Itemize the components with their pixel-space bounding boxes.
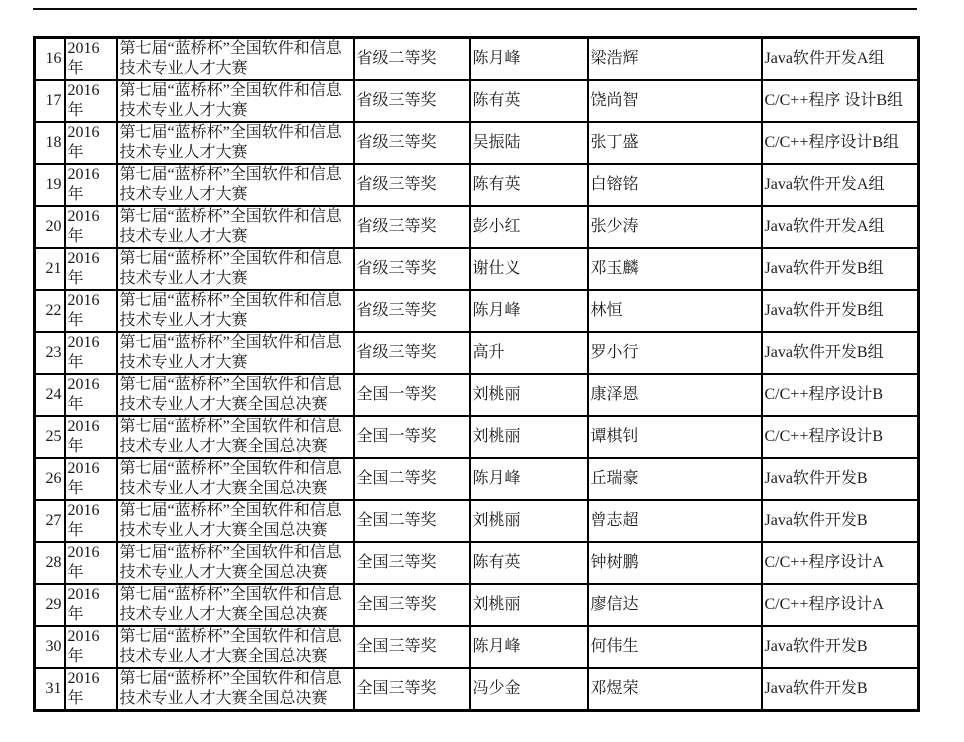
previous-row-bottom-border	[33, 8, 917, 10]
teacher-cell: 刘桃丽	[470, 584, 588, 626]
award-cell: 全国一等奖	[354, 374, 470, 416]
teacher-cell: 陈月峰	[470, 626, 588, 668]
award-cell: 全国三等奖	[354, 626, 470, 668]
row-number-cell: 17	[35, 80, 65, 122]
table-row	[35, 542, 919, 584]
teacher-cell: 吴振陆	[470, 122, 588, 164]
teacher-cell: 陈有英	[470, 164, 588, 206]
student-cell: 邓玉麟	[588, 248, 762, 290]
award-cell: 省级三等奖	[354, 80, 470, 122]
year-cell: 2016年	[65, 248, 117, 290]
teacher-cell: 刘桃丽	[470, 416, 588, 458]
year-cell: 2016年	[65, 164, 117, 206]
competition-cell: 第七届“蓝桥杯”全国软件和信息技术专业人才大赛全国总决赛	[117, 668, 354, 711]
award-cell: 省级三等奖	[354, 248, 470, 290]
category-cell: Java软件开发A组	[762, 206, 919, 248]
student-cell: 林恒	[588, 290, 762, 332]
award-cell: 省级三等奖	[354, 122, 470, 164]
row-number-cell: 22	[35, 290, 65, 332]
year-cell: 2016年	[65, 458, 117, 500]
row-number-cell: 28	[35, 542, 65, 584]
teacher-cell: 高升	[470, 332, 588, 374]
category-cell: C/C++程序设计B	[762, 374, 919, 416]
category-cell: Java软件开发B组	[762, 332, 919, 374]
table-row	[35, 668, 919, 711]
competition-cell: 第七届“蓝桥杯”全国软件和信息技术专业人才大赛	[117, 38, 354, 81]
category-cell: C/C++程序设计A	[762, 584, 919, 626]
year-cell: 2016年	[65, 584, 117, 626]
award-cell: 全国三等奖	[354, 542, 470, 584]
student-cell: 何伟生	[588, 626, 762, 668]
row-number-cell: 31	[35, 668, 65, 711]
competition-cell: 第七届“蓝桥杯”全国软件和信息技术专业人才大赛	[117, 332, 354, 374]
year-cell: 2016年	[65, 416, 117, 458]
year-cell: 2016年	[65, 500, 117, 542]
award-cell: 全国三等奖	[354, 668, 470, 711]
table-row	[35, 374, 919, 416]
table-row	[35, 164, 919, 206]
competition-cell: 第七届“蓝桥杯”全国软件和信息技术专业人才大赛	[117, 122, 354, 164]
awards-table	[33, 36, 920, 712]
competition-cell: 第七届“蓝桥杯”全国软件和信息技术专业人才大赛全国总决赛	[117, 416, 354, 458]
teacher-cell: 谢仕义	[470, 248, 588, 290]
table-row	[35, 584, 919, 626]
teacher-cell: 陈月峰	[470, 458, 588, 500]
category-cell: C/C++程序设计A	[762, 542, 919, 584]
category-cell: Java软件开发A组	[762, 38, 919, 81]
award-cell: 省级三等奖	[354, 290, 470, 332]
award-cell: 全国二等奖	[354, 458, 470, 500]
table-row	[35, 206, 919, 248]
table-row	[35, 122, 919, 164]
teacher-cell: 冯少金	[470, 668, 588, 711]
teacher-cell: 刘桃丽	[470, 374, 588, 416]
table-row	[35, 38, 919, 81]
row-number-cell: 26	[35, 458, 65, 500]
table-row	[35, 290, 919, 332]
competition-cell: 第七届“蓝桥杯”全国软件和信息技术专业人才大赛	[117, 164, 354, 206]
teacher-cell: 陈有英	[470, 542, 588, 584]
competition-cell: 第七届“蓝桥杯”全国软件和信息技术专业人才大赛全国总决赛	[117, 374, 354, 416]
competition-cell: 第七届“蓝桥杯”全国软件和信息技术专业人才大赛全国总决赛	[117, 542, 354, 584]
row-number-cell: 29	[35, 584, 65, 626]
row-number-cell: 16	[35, 38, 65, 81]
student-cell: 罗小行	[588, 332, 762, 374]
year-cell: 2016年	[65, 374, 117, 416]
category-cell: Java软件开发A组	[762, 164, 919, 206]
student-cell: 梁浩辉	[588, 38, 762, 81]
category-cell: Java软件开发B组	[762, 248, 919, 290]
teacher-cell: 刘桃丽	[470, 500, 588, 542]
student-cell: 曾志超	[588, 500, 762, 542]
category-cell: Java软件开发B	[762, 500, 919, 542]
year-cell: 2016年	[65, 206, 117, 248]
competition-cell: 第七届“蓝桥杯”全国软件和信息技术专业人才大赛	[117, 80, 354, 122]
category-cell: C/C++程序设计B	[762, 416, 919, 458]
table-row	[35, 626, 919, 668]
category-cell: Java软件开发B	[762, 626, 919, 668]
student-cell: 饶尚智	[588, 80, 762, 122]
student-cell: 张丁盛	[588, 122, 762, 164]
category-cell: C/C++程序 设计B组	[762, 80, 919, 122]
award-cell: 省级二等奖	[354, 38, 470, 81]
student-cell: 廖信达	[588, 584, 762, 626]
student-cell: 张少涛	[588, 206, 762, 248]
teacher-cell: 陈有英	[470, 80, 588, 122]
category-cell: Java软件开发B	[762, 458, 919, 500]
row-number-cell: 23	[35, 332, 65, 374]
category-cell: Java软件开发B	[762, 668, 919, 711]
student-cell: 谭棋钊	[588, 416, 762, 458]
table-row	[35, 248, 919, 290]
row-number-cell: 24	[35, 374, 65, 416]
award-cell: 全国二等奖	[354, 500, 470, 542]
row-number-cell: 19	[35, 164, 65, 206]
teacher-cell: 陈月峰	[470, 38, 588, 81]
competition-cell: 第七届“蓝桥杯”全国软件和信息技术专业人才大赛全国总决赛	[117, 500, 354, 542]
competition-cell: 第七届“蓝桥杯”全国软件和信息技术专业人才大赛	[117, 248, 354, 290]
competition-cell: 第七届“蓝桥杯”全国软件和信息技术专业人才大赛全国总决赛	[117, 458, 354, 500]
year-cell: 2016年	[65, 542, 117, 584]
row-number-cell: 25	[35, 416, 65, 458]
row-number-cell: 21	[35, 248, 65, 290]
year-cell: 2016年	[65, 38, 117, 81]
student-cell: 丘瑞豪	[588, 458, 762, 500]
year-cell: 2016年	[65, 668, 117, 711]
award-cell: 省级三等奖	[354, 206, 470, 248]
table-row	[35, 80, 919, 122]
row-number-cell: 30	[35, 626, 65, 668]
year-cell: 2016年	[65, 626, 117, 668]
row-number-cell: 20	[35, 206, 65, 248]
year-cell: 2016年	[65, 80, 117, 122]
teacher-cell: 陈月峰	[470, 290, 588, 332]
competition-cell: 第七届“蓝桥杯”全国软件和信息技术专业人才大赛	[117, 206, 354, 248]
award-cell: 全国一等奖	[354, 416, 470, 458]
student-cell: 钟树鹏	[588, 542, 762, 584]
category-cell: Java软件开发B组	[762, 290, 919, 332]
category-cell: C/C++程序设计B组	[762, 122, 919, 164]
row-number-cell: 27	[35, 500, 65, 542]
award-cell: 省级三等奖	[354, 332, 470, 374]
teacher-cell: 彭小红	[470, 206, 588, 248]
year-cell: 2016年	[65, 122, 117, 164]
row-number-cell: 18	[35, 122, 65, 164]
year-cell: 2016年	[65, 290, 117, 332]
table-row	[35, 500, 919, 542]
table-row	[35, 458, 919, 500]
table-row	[35, 332, 919, 374]
award-cell: 省级三等奖	[354, 164, 470, 206]
student-cell: 康泽恩	[588, 374, 762, 416]
competition-cell: 第七届“蓝桥杯”全国软件和信息技术专业人才大赛全国总决赛	[117, 626, 354, 668]
student-cell: 白镕铭	[588, 164, 762, 206]
table-row	[35, 416, 919, 458]
year-cell: 2016年	[65, 332, 117, 374]
competition-cell: 第七届“蓝桥杯”全国软件和信息技术专业人才大赛	[117, 290, 354, 332]
award-cell: 全国三等奖	[354, 584, 470, 626]
student-cell: 邓煜荣	[588, 668, 762, 711]
competition-cell: 第七届“蓝桥杯”全国软件和信息技术专业人才大赛全国总决赛	[117, 584, 354, 626]
